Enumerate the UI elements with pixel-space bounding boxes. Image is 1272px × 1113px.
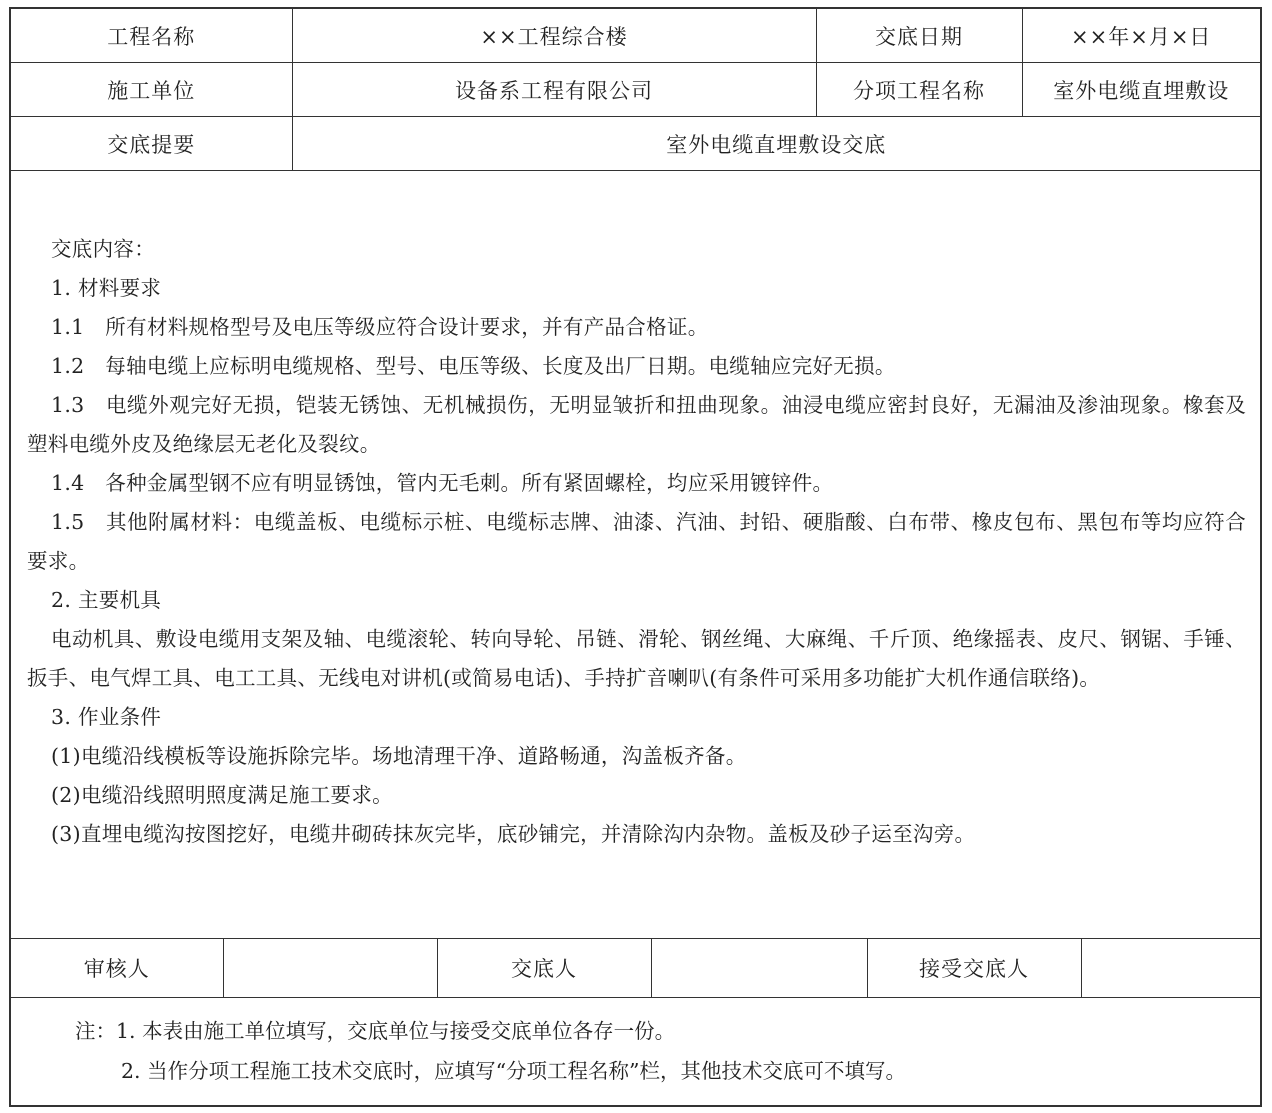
contractor-label: 施工单位 <box>11 63 292 117</box>
signature-row <box>11 939 1260 998</box>
tools-list: 电动机具、敷设电缆用支架及轴、电缆滚轮、转向导轮、吊链、滑轮、钢丝绳、大麻绳、千斤顶、绝缘摇表、皮尺、钢锯、手锤、扳手、电气焊工具、电工工具、无线电对讲机(或简易电话)、手持扩音喇叭(有条件可采用多功能扩大机作通信联络)。 <box>27 627 1246 690</box>
signature-table <box>11 938 1260 998</box>
subproject-label: 分项工程名称 <box>816 63 1022 117</box>
briefing-content <box>11 173 1260 939</box>
project-name-value: ××工程综合楼 <box>292 9 816 63</box>
header-row-2 <box>11 63 1260 117</box>
date-label: 交底日期 <box>816 9 1022 63</box>
summary-value: 室外电缆直埋敷设交底 <box>292 117 1260 171</box>
header-table <box>11 9 1260 171</box>
summary-label: 交底提要 <box>11 117 292 171</box>
technical-briefing-form <box>9 7 1262 1107</box>
receiver-label: 接受交底人 <box>867 939 1081 998</box>
form-notes <box>11 999 1260 1091</box>
condition-2: (2)电缆沿线照明照度满足施工要求。 <box>51 783 393 807</box>
condition-3: (3)直埋电缆沟按图挖好，电缆井砌砖抹灰完毕，底砂铺完，并清除沟内杂物。盖板及砂子运至沟旁。 <box>51 822 976 846</box>
condition-1: (1)电缆沿线模板等设施拆除完毕。场地清理干净、道路畅通，沟盖板齐备。 <box>51 744 747 768</box>
item-1-3: 1.3 电缆外观完好无损，铠装无锈蚀、无机械损伤，无明显皱折和扭曲现象。油浸电缆应密封良好，无漏油及渗油现象。橡套及塑料电缆外皮及绝缘层无老化及裂纹。 <box>27 393 1246 456</box>
presenter-label: 交底人 <box>437 939 651 998</box>
receiver-field[interactable] <box>1081 939 1260 998</box>
section-1-title: 1. 材料要求 <box>51 276 162 300</box>
item-1-4: 1.4 各种金属型钢不应有明显锈蚀，管内无毛刺。所有紧固螺栓，均应采用镀锌件。 <box>51 471 834 495</box>
note-2: 2. 当作分项工程施工技术交底时，应填写“分项工程名称”栏，其他技术交底可不填写。 <box>121 1059 907 1083</box>
section-2-title: 2. 主要机具 <box>51 588 162 612</box>
project-name-label: 工程名称 <box>11 9 292 63</box>
section-3-title: 3. 作业条件 <box>51 705 162 729</box>
header-row-3 <box>11 117 1260 171</box>
item-1-2: 1.2 每轴电缆上应标明电缆规格、型号、电压等级、长度及出厂日期。电缆轴应完好无损。 <box>51 354 896 378</box>
item-1-5: 1.5 其他附属材料：电缆盖板、电缆标示桩、电缆标志牌、油漆、汽油、封铅、硬脂酸、白布带、橡皮包布、黑包布等均应符合要求。 <box>27 510 1246 573</box>
note-1: 注：1. 本表由施工单位填写，交底单位与接受交底单位各存一份。 <box>75 1019 676 1043</box>
presenter-field[interactable] <box>651 939 867 998</box>
content-heading: 交底内容： <box>51 237 155 261</box>
subproject-value: 室外电缆直埋敷设 <box>1022 63 1260 117</box>
reviewer-field[interactable] <box>223 939 437 998</box>
contractor-value: 设备系工程有限公司 <box>292 63 816 117</box>
reviewer-label: 审核人 <box>11 939 223 998</box>
date-value: ××年×月×日 <box>1022 9 1260 63</box>
header-row-1 <box>11 9 1260 63</box>
item-1-1: 1.1 所有材料规格型号及电压等级应符合设计要求，并有产品合格证。 <box>51 315 709 339</box>
